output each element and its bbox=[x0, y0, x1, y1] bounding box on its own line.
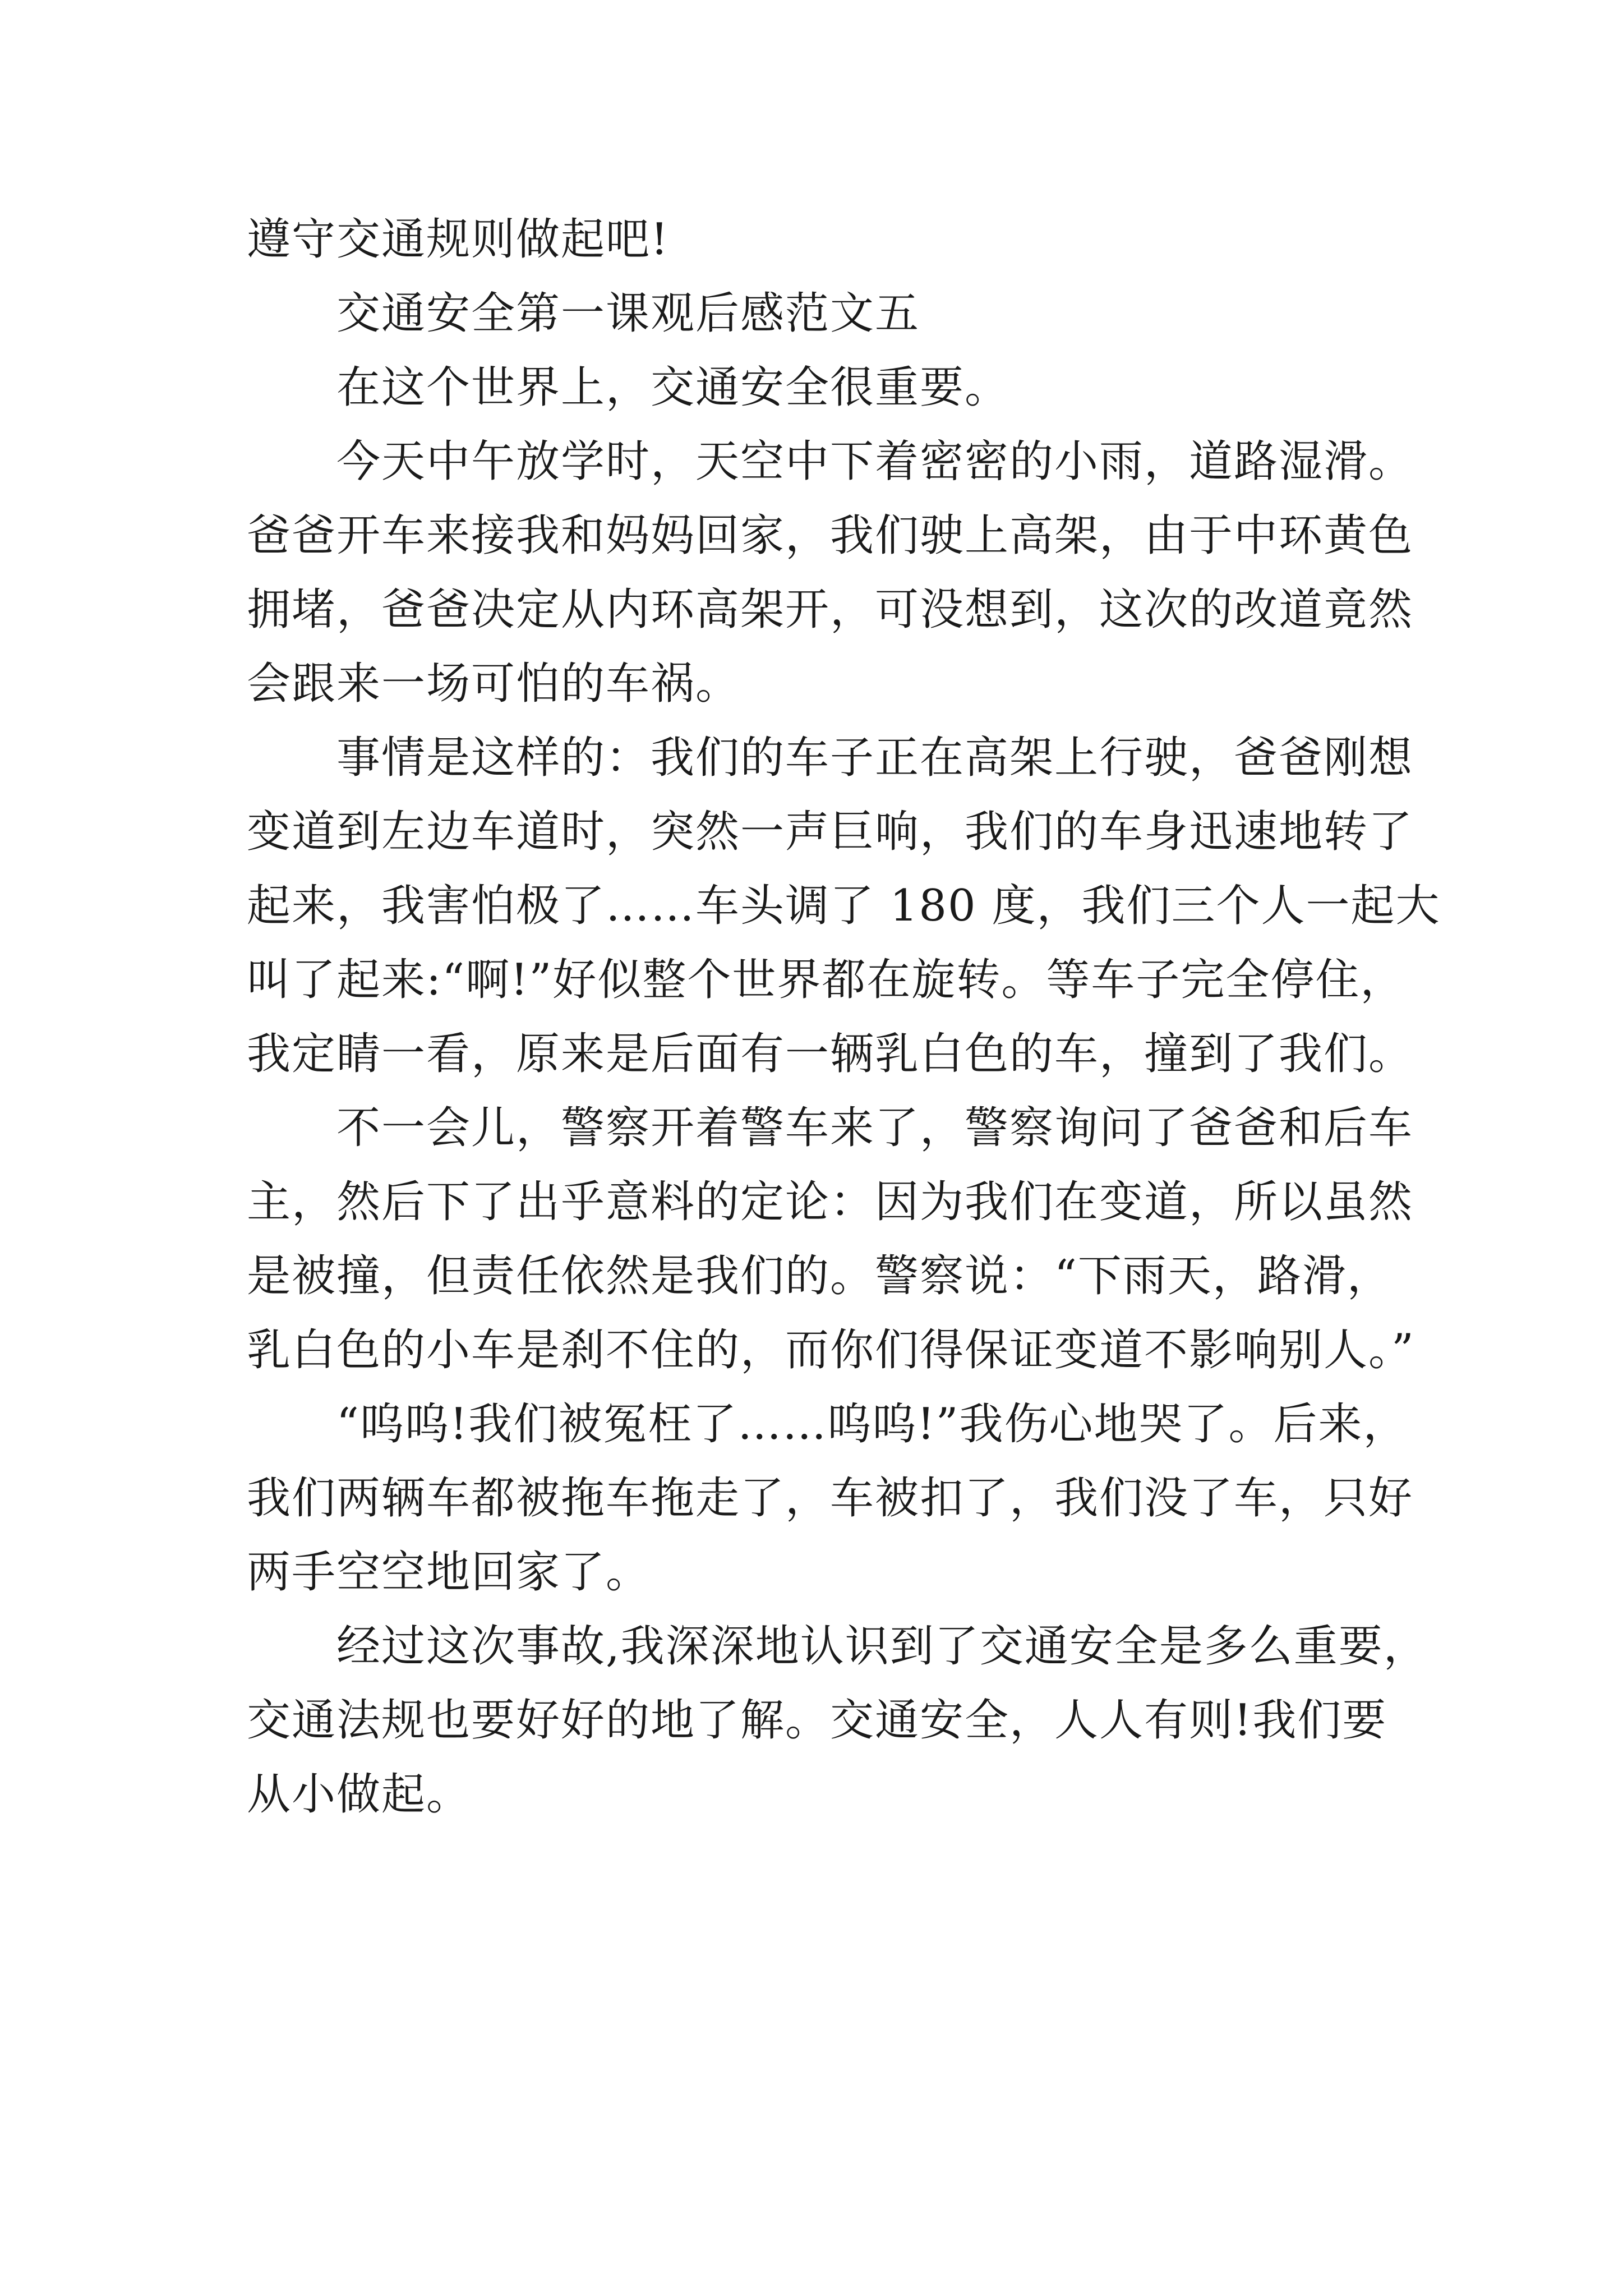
text-line: 在这个世界上，交通安全很重要。 bbox=[336, 362, 1010, 413]
text-line: 遵守交通规则做起吧! bbox=[247, 214, 670, 265]
text-line: 从小做起。 bbox=[247, 1769, 472, 1820]
section-heading: 交通安全第一课观后感范文五 bbox=[336, 288, 920, 339]
text-line: 今天中午放学时，天空中下着密密的小雨，道路湿滑。 bbox=[336, 436, 1414, 487]
text-line: 我定睛一看，原来是后面有一辆乳白色的车，撞到了我们。 bbox=[247, 1029, 1414, 1079]
text-line: 爸爸开车来接我和妈妈回家，我们驶上高架，由于中环黄色 bbox=[247, 510, 1414, 561]
text-line: 叫了起来:“啊!”好似整个世界都在旋转。等车子完全停住， bbox=[247, 955, 1405, 1005]
text-line: 事情是这样的：我们的车子正在高架上行驶，爸爸刚想 bbox=[336, 733, 1414, 783]
text-line: 会跟来一场可怕的车祸。 bbox=[247, 659, 741, 709]
text-line: 起来，我害怕极了……车头调了 180 度，我们三个人一起大 bbox=[247, 881, 1441, 931]
text-line: 交通法规也要好好的地了解。交通安全，人人有则!我们要 bbox=[247, 1695, 1387, 1746]
text-line: 乳白色的小车是刹不住的，而你们得保证变道不影响别人。” bbox=[247, 1325, 1415, 1375]
text-line: 经过这次事故,我深深地认识到了交通安全是多么重要， bbox=[336, 1621, 1428, 1672]
text-line: 是被撞，但责任依然是我们的。警察说：“下雨天，路滑， bbox=[247, 1251, 1392, 1301]
text-line: 主，然后下了出乎意料的定论：因为我们在变道，所以虽然 bbox=[247, 1177, 1414, 1227]
text-line: 两手空空地回家了。 bbox=[247, 1547, 651, 1598]
text-line: 不一会儿，警察开着警车来了，警察询问了爸爸和后车 bbox=[336, 1103, 1414, 1153]
text-line: “呜呜!我们被冤枉了……呜呜!”我伤心地哭了。后来， bbox=[336, 1399, 1408, 1450]
text-line: 拥堵，爸爸决定从内环高架开，可没想到，这次的改道竟然 bbox=[247, 585, 1414, 635]
text-line: 我们两辆车都被拖车拖走了，车被扣了，我们没了车，只好 bbox=[247, 1473, 1414, 1524]
text-line: 变道到左边车道时，突然一声巨响，我们的车身迅速地转了 bbox=[247, 807, 1414, 857]
